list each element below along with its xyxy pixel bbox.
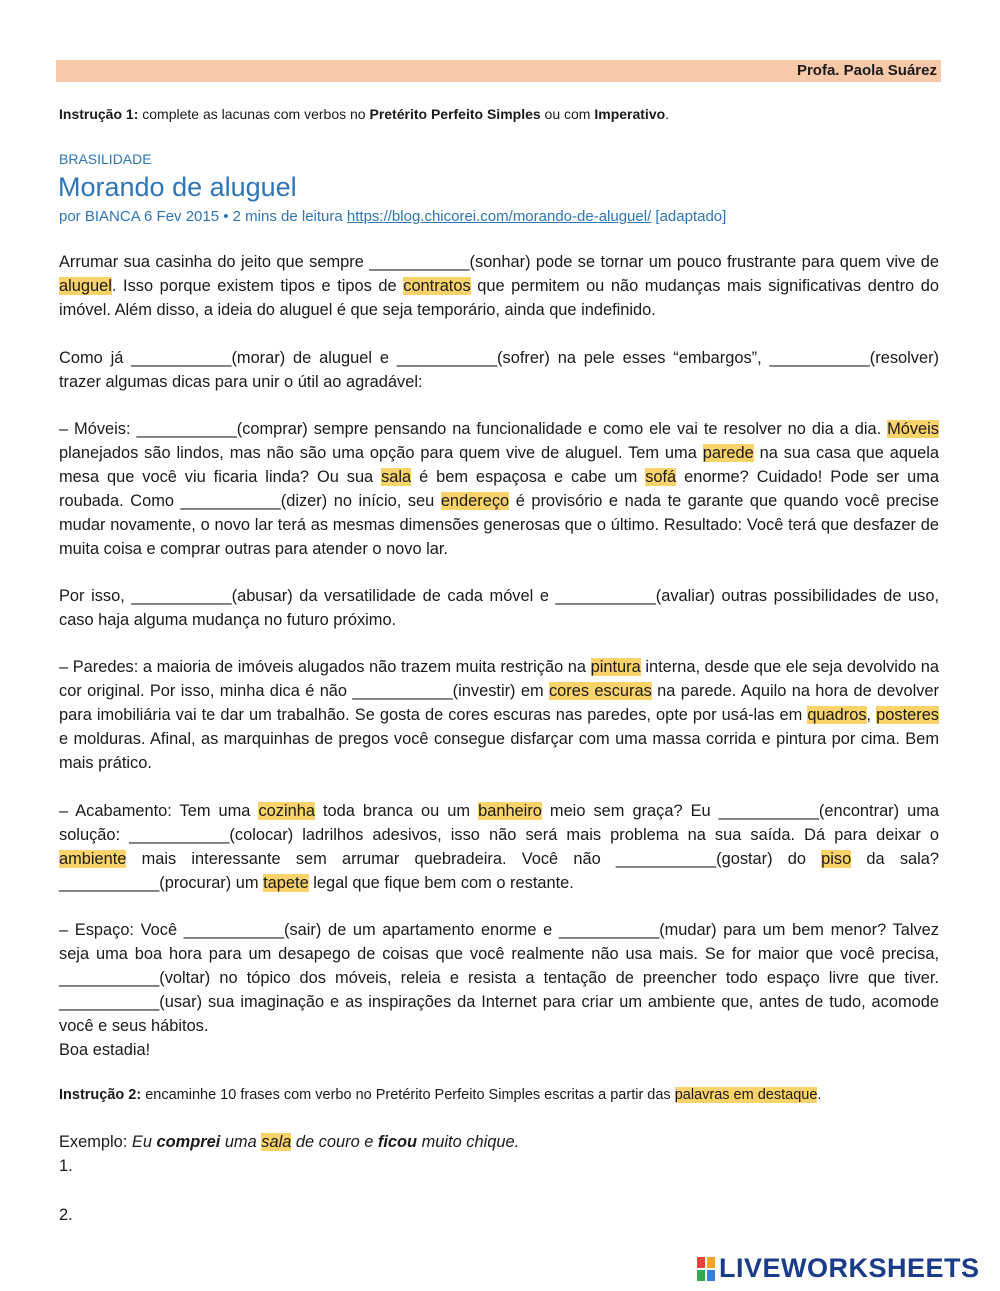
text-segment: mais interessante sem arrumar quebradeira. Você não ___________(gostar) do [126,850,822,868]
logo-block [697,1257,705,1268]
text-segment: é bem espaçosa e cabe um [411,468,646,486]
example-text: Eu [131,1133,157,1151]
text-segment: – Espaço: Você ___________(sair) de um apartamento enorme e ___________(mudar) para um bem menor? Talvez seja uma boa hora para um desapego de coisas que você realmente não usa mais. Se for maior que você precisa, ___________(voltar) no tópico dos móveis, releia e resista a tentação de preencher todo espaço livre que tiver. ___________(usar) sua imaginação e as inspirações da Internet para criar um ambiente que, antes de tudo, acomode você e seus hábitos. [59,921,939,1035]
highlighted-word: piso [821,850,852,868]
text-segment: Arrumar sua casinha do jeito que sempre ___________(sonhar) pode se tornar um pouco frustrante para quem vive de [59,253,939,271]
highlighted-word: sofá [645,468,677,486]
instruction-1-text: complete as lacunas com verbos no [138,106,370,122]
adapted-note: [adaptado] [651,208,727,225]
instruction-1-text: . [665,106,670,122]
highlighted-word: banheiro [478,802,542,820]
instruction-1-tense: Pretérito Perfeito Simples [369,106,541,122]
paragraph-paredes [59,655,939,775]
highlighted-word: contratos [403,277,471,295]
liveworksheets-logo [697,1253,980,1284]
highlighted-word: pintura [590,658,641,676]
example-text: uma [220,1133,262,1151]
paragraph-experience [59,346,939,394]
text-segment: planejados são lindos, mas não são uma opção para quem vive de aluguel. Tem uma [59,444,703,462]
text-segment: Como já ___________(morar) de aluguel e ___________(sofrer) na pele esses “embargos”, ___________(resolver) trazer algumas dicas para unir o útil ao agradável: [59,349,939,391]
answer-line-1[interactable]: 1. [59,1157,73,1175]
paragraph-espaco [59,918,939,1038]
text-segment: meio sem graça? Eu ___________(encontrar) uma solução: ___________(colocar) ladrilhos adesivos, isso não será mais problema na sua saída. Dá para deixar o [59,802,940,844]
closing-line: Boa estadia! [59,1041,151,1059]
instruction-2-text: . [817,1087,822,1103]
example-label: Exemplo: [59,1133,132,1151]
example-highlight: sala [261,1133,292,1151]
paragraph-moveis [59,417,939,561]
text-segment: – Móveis: ___________(comprar) sempre pensando na funcionalidade e como ele vai te resolver no dia a dia. [59,420,888,438]
text-segment: na parede. Aquilo na hora de devolver para imobiliária vai te dar um trabalhão. Se gosta de cores escuras nas paredes, opte por usá-las em [59,682,939,724]
text-segment: . Isso porque existem tipos e tipos de [111,277,404,295]
text-segment: – Acabamento: Tem uma [59,802,259,820]
highlighted-word: endereço [440,492,510,510]
text-segment: é provisório e nada te garante que quando você precise mudar novamente, o novo lar terá as mesmas dimensões generosas que o último. Resultado: Você terá que desfazer de muita coisa e comprar outras para atender o novo lar. [59,492,939,558]
teacher-name: Profa. Paola Suárez [796,62,937,79]
example-text: de couro e [291,1133,378,1151]
header-band [56,60,941,82]
logo-mark-icon [697,1257,715,1281]
text-segment: legal que fique bem com o restante. [308,874,574,892]
instruction-2-highlight: palavras em destaque [674,1087,818,1103]
highlighted-word: cozinha [258,802,315,820]
text-segment: , [866,706,877,724]
highlighted-word: Móveis [887,420,939,438]
instruction-1-text: ou com [540,106,595,122]
text-segment: Por isso, ___________(abusar) da versatilidade de cada móvel e ___________(avaliar) outras possibilidades de uso, caso haja alguma mudança no futuro próximo. [59,587,939,629]
highlighted-word: cores escuras [548,682,652,700]
article-link[interactable]: https://blog.chicorei.com/morando-de-aluguel/ [346,208,652,225]
highlighted-word: aluguel [59,277,112,295]
logo-block [707,1257,715,1268]
instruction-2 [59,1087,821,1103]
highlighted-word: ambiente [59,850,127,868]
highlighted-word: sala [381,468,412,486]
article-title: Morando de aluguel [58,172,297,202]
example-sentence [59,1133,519,1152]
byline-text: por BIANCA 6 Fev 2015 • 2 mins de leitura [59,208,347,225]
instruction-1-label: Instrução 1: [59,106,139,122]
instruction-2-text: encaminhe 10 frases com verbo no Pretérito Perfeito Simples escritas a partir das [141,1087,675,1103]
paragraph-acabamento [59,799,939,895]
example-text: muito chique. [417,1133,520,1151]
highlighted-word: tapete [263,874,309,892]
instruction-1-mode: Imperativo [594,106,666,122]
text-segment: da sala? ___________(procurar) um [59,850,939,892]
logo-block [707,1270,715,1281]
text-segment: toda branca ou um [314,802,479,820]
logo-text: LIVEWORKSHEETS [719,1253,980,1283]
paragraph-versatilidade [59,584,939,632]
answer-line-2[interactable]: 2. [59,1206,73,1224]
paragraph-intro [59,250,939,322]
example-verb: comprei [156,1133,221,1151]
article-byline [59,208,726,225]
text-segment: que permitem ou não mudanças mais significativas dentro do imóvel. Além disso, a ideia do aluguel é que seja temporário, ainda que indefinido. [59,277,939,319]
logo-block [697,1270,705,1281]
article-kicker: BRASILIDADE [59,151,152,167]
text-segment: na sua casa que aquela mesa que você viu ficaria linda? Ou sua [59,444,939,486]
text-segment: interna, desde que ele seja devolvido na cor original. Por isso, minha dica é não ___________(investir) em [59,658,939,700]
text-segment: – Paredes: a maioria de imóveis alugados não trazem muita restrição na [59,658,591,676]
instruction-2-label: Instrução 2: [59,1087,142,1103]
highlighted-word: posteres [876,706,940,724]
text-segment: e molduras. Afinal, as marquinhas de pregos você consegue disfarçar com uma massa corrida e pintura por cima. Bem mais prático. [59,730,939,772]
text-segment: enorme? Cuidado! Pode ser uma roubada. Como ___________(dizer) no início, seu [59,468,939,510]
example-verb: ficou [377,1133,418,1151]
highlighted-word: quadros [807,706,867,724]
instruction-1 [59,106,669,122]
highlighted-word: parede [702,444,754,462]
